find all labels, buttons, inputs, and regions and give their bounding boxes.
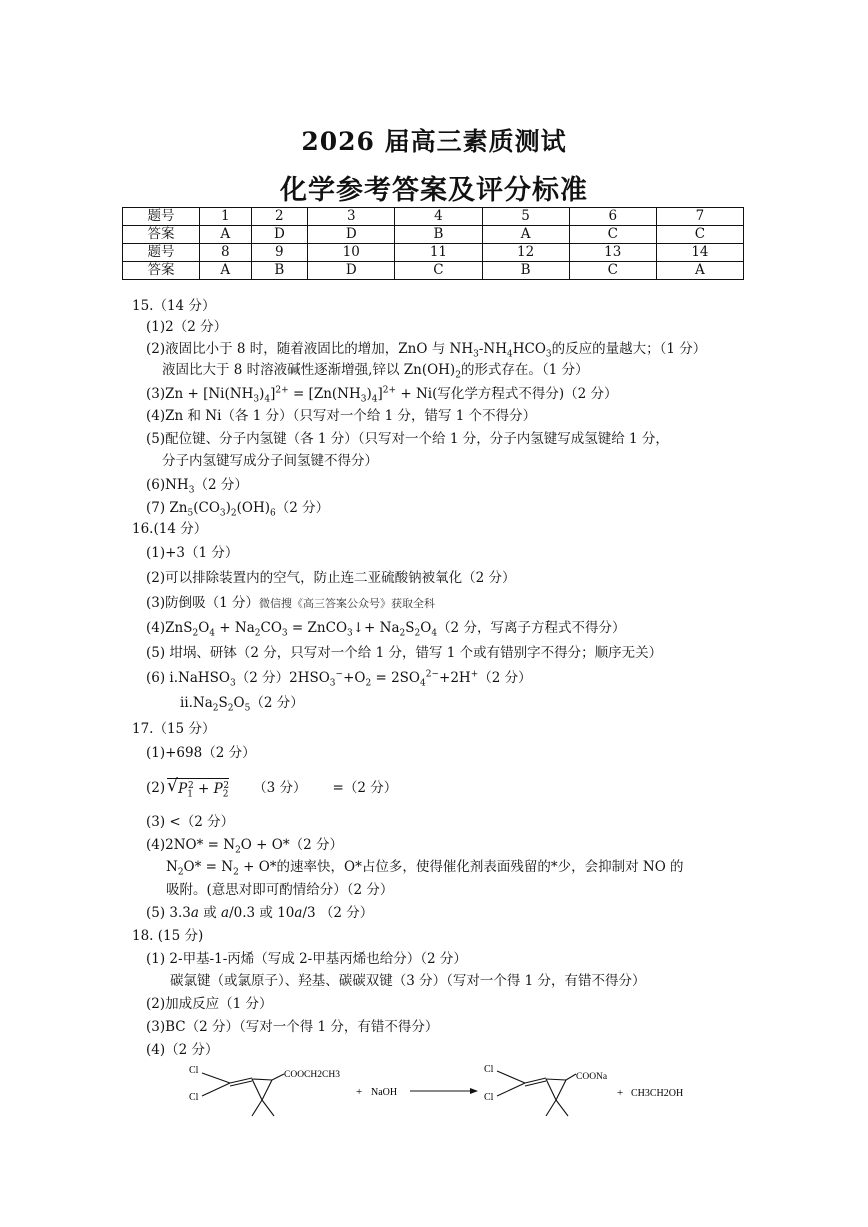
- q17-part4-line2: $N_2O* = N_2 + O*$的速率快，O*占位多，使得催化剂表面残留的*少，会抑制对 NO 的: [166, 859, 684, 878]
- answer-table-cell: B: [482, 262, 569, 280]
- q16-part5: (5) 坩埚、研钵（2 分，只写对一个给 1 分，错写 1 个或有错别字不得分；顺序无关）: [146, 645, 663, 661]
- q17-part1: (1)+698（2 分）: [146, 745, 256, 761]
- q17-part4-line3: 吸附。(意思对即可酌情给分）（2 分）: [166, 882, 394, 898]
- q15-part1: (1)2（2 分）: [146, 319, 228, 335]
- sqrt-expression: √ $P_1^2 + P_2^2$: [167, 776, 230, 800]
- product-salt-group: COONa: [576, 1072, 608, 1082]
- answer-table-cell: 13: [569, 244, 656, 262]
- answer-table-row-label: 答案: [123, 262, 200, 280]
- answer-table-cell: 4: [395, 208, 482, 226]
- answer-table-cell: A: [200, 262, 252, 280]
- q17-part5: (5) 3.3a 或 a/0.3 或 10a/3 （2 分）: [146, 905, 374, 921]
- q16-part3: (3)防倒吸（1 分）微信搜《高三答案公众号》获取全科: [146, 595, 436, 611]
- product-cl-bottom: Cl: [484, 1092, 494, 1103]
- watermark-text: 微信搜《高三答案公众号》获取全科: [259, 597, 436, 610]
- answer-table-cell: A: [200, 226, 252, 244]
- answer-table-cell: B: [251, 262, 308, 280]
- answer-table-cell: 7: [656, 208, 743, 226]
- q15-part4: (4)Zn 和 Ni（各 1 分）（只写对一个给 1 分，错写 1 个不得分）: [146, 408, 537, 424]
- reactant-ester-group: COOCH2CH3: [284, 1070, 340, 1080]
- reactant-structure: [202, 1073, 284, 1116]
- answer-table-cell: 14: [656, 244, 743, 262]
- answer-table-cell: 2: [251, 208, 308, 226]
- answer-table-cell: A: [656, 262, 743, 280]
- q18-part2: (2)加成反应（1 分）: [146, 996, 273, 1012]
- answer-table-cell: B: [395, 226, 482, 244]
- answer-table-cell: 12: [482, 244, 569, 262]
- q17-part3: (3) <（2 分）: [146, 814, 235, 830]
- byproduct-ethanol: CH3CH2OH: [631, 1088, 684, 1099]
- answer-table-row-label: 答案: [123, 226, 200, 244]
- reaction-scheme: [180, 1058, 740, 1128]
- answer-table-row: [123, 226, 744, 244]
- answer-table-row-label: 题号: [123, 208, 200, 226]
- q15-part7: (7) $Zn_5(CO_3)_2(OH)_6(2$ 分）: [146, 500, 330, 519]
- q18-part1-line1: (1) 2-甲基-1-丙烯（写成 2-甲基丙烯也给分）（2 分）: [146, 951, 467, 967]
- answer-table-cell: C: [569, 226, 656, 244]
- reagent-naoh: NaOH: [371, 1087, 398, 1098]
- q16-heading: 16.(14 分）: [132, 521, 208, 537]
- q17-part4-line1: $(4)2NO* = N_2O + O*(2$ 分）: [146, 837, 343, 856]
- plus-sign-2: +: [617, 1087, 624, 1099]
- product-cl-top: Cl: [484, 1064, 494, 1075]
- q16-part6-ii: $ⅱ.Na_2S_2O_5(2$ 分）: [180, 695, 304, 714]
- product-structure: [497, 1071, 576, 1116]
- answer-table-row: [123, 244, 744, 262]
- page-subtitle: 化学参考答案及评分标准: [280, 175, 588, 206]
- answer-table-cell: C: [395, 262, 482, 280]
- reactant-cl-top: Cl: [189, 1065, 199, 1076]
- answer-table-row: [123, 208, 744, 226]
- q16-part4: $(4)ZnS_2O_4 + Na_2CO_3$ = ZnCO$_3$↓+ $Na_2S_2O_4(2$ 分，写离子方程式不得分）: [146, 620, 626, 639]
- answer-table-cell: D: [251, 226, 308, 244]
- q15-part5-line2: 分子内氢键写成分子间氢键不得分）: [162, 453, 378, 469]
- answer-table-cell: 1: [200, 208, 252, 226]
- reactant-cl-bottom: Cl: [189, 1092, 199, 1103]
- answer-table-row-label: 题号: [123, 244, 200, 262]
- q15-part2-line1: (2)液固比小于 8 时，随着液固比的增加，ZnO 与 $NH_3-NH_4HCO_3$的反应的量越大；（1 分）: [146, 341, 707, 360]
- page-title: 2026 届高三素质测试: [301, 127, 567, 156]
- q15-heading: 15.（14 分）: [132, 298, 216, 314]
- q18-heading: 18. (15 分): [132, 928, 204, 944]
- answer-table-row: [123, 262, 744, 280]
- q16-part2: (2)可以排除装置内的空气，防止连二亚硫酸钠被氧化（2 分）: [146, 570, 516, 586]
- q16-part6-i: (6) ⅰ.NaHSO$_3$（2 分）$2HSO_3^-+O_2 = 2SO_4^{2-}+2H^+(2$ 分）: [146, 669, 532, 689]
- answer-table-cell: 11: [395, 244, 482, 262]
- q15-part2-line2: 液固比大于 8 时溶液碱性逐渐增强,锌以 $Zn(OH)_2$的形式存在。（1 分）: [162, 362, 589, 381]
- answer-table-cell: 3: [308, 208, 395, 226]
- plus-sign-1: +: [356, 1086, 363, 1098]
- answer-table-cell: D: [308, 262, 395, 280]
- answer-table-cell: 10: [308, 244, 395, 262]
- q18-part3: (3)BC（2 分）（写对一个得 1 分，有错不得分）: [146, 1019, 439, 1035]
- answer-table-cell: 6: [569, 208, 656, 226]
- q18-part4: (4)（2 分）: [146, 1042, 219, 1058]
- answer-table-cell: C: [569, 262, 656, 280]
- q16-part1: (1)+3（1 分）: [146, 545, 239, 561]
- answer-table-cell: 8: [200, 244, 252, 262]
- answer-table-cell: C: [656, 226, 743, 244]
- q15-part3: $(3)Zn + [Ni(NH_3)_4]^{2+} = [Zn(NH_3)_4]^{2+} + Ni$(写化学方程式不得分)（2 分）: [146, 385, 618, 405]
- q17-heading: 17.（15 分）: [132, 721, 216, 737]
- answer-table: [122, 207, 744, 280]
- answer-table-cell: D: [308, 226, 395, 244]
- q15-part6: $(6)NH_3(2$ 分）: [146, 477, 248, 496]
- q17-part2: (2) √ $P_1^2 + P_2^2$ （3 分） =（2 分）: [146, 776, 398, 800]
- answer-table-cell: A: [482, 226, 569, 244]
- reaction-arrow: [410, 1088, 478, 1094]
- q15-part5-line1: (5)配位键、分子内氢键（各 1 分）（只写对一个给 1 分，分子内氢键写成氢键给 1 分，: [146, 431, 669, 447]
- q18-part1-line2: 碳氯键（或氯原子）、羟基、碳碳双键（3 分）（写对一个得 1 分，有错不得分）: [170, 973, 646, 989]
- answer-table-cell: 5: [482, 208, 569, 226]
- answer-table-cell: 9: [251, 244, 308, 262]
